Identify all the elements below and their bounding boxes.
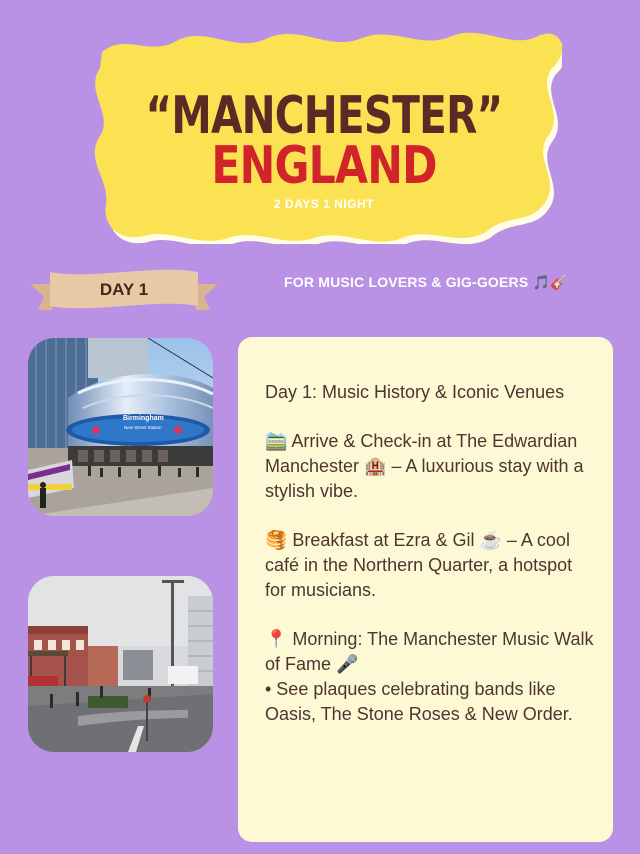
title-manchester: “MANCHESTER” <box>145 86 503 146</box>
itinerary-heading: Day 1: Music History & Iconic Venues <box>265 382 565 402</box>
itinerary-text <box>265 380 595 751</box>
itinerary-arrival: 🚞 Arrive & Check-in at The Edwardian Manchester 🏨 – A luxurious stay with a stylish vibe. <box>265 431 584 501</box>
station-sign-text: Birmingham <box>123 415 164 422</box>
station-sign-subtext: New Street Station <box>124 425 162 430</box>
itinerary-morning: 📍 Morning: The Manchester Music Walk of Fame 🎤 <box>265 629 594 674</box>
photo-street-scene <box>28 576 213 752</box>
title-england: ENGLAND <box>211 136 437 196</box>
street-image <box>28 576 213 752</box>
day-label: DAY 1 <box>99 280 149 299</box>
tagline: FOR MUSIC LOVERS & GIG-GOERS 🎵🎸 <box>284 274 568 290</box>
photo-birmingham-station <box>28 338 213 516</box>
itinerary-plaques: • See plaques celebrating bands like Oasis, The Stone Roses & New Order. <box>265 679 573 724</box>
station-image <box>28 338 213 516</box>
itinerary-card <box>238 337 613 842</box>
title-banner <box>86 28 562 244</box>
trip-duration: 2 DAYS 1 NIGHT <box>274 197 374 211</box>
day-ribbon <box>30 266 218 318</box>
itinerary-breakfast: 🥞 Breakfast at Ezra & Gil ☕ – A cool café in the Northern Quarter, a hotspot for musicians. <box>265 530 573 600</box>
